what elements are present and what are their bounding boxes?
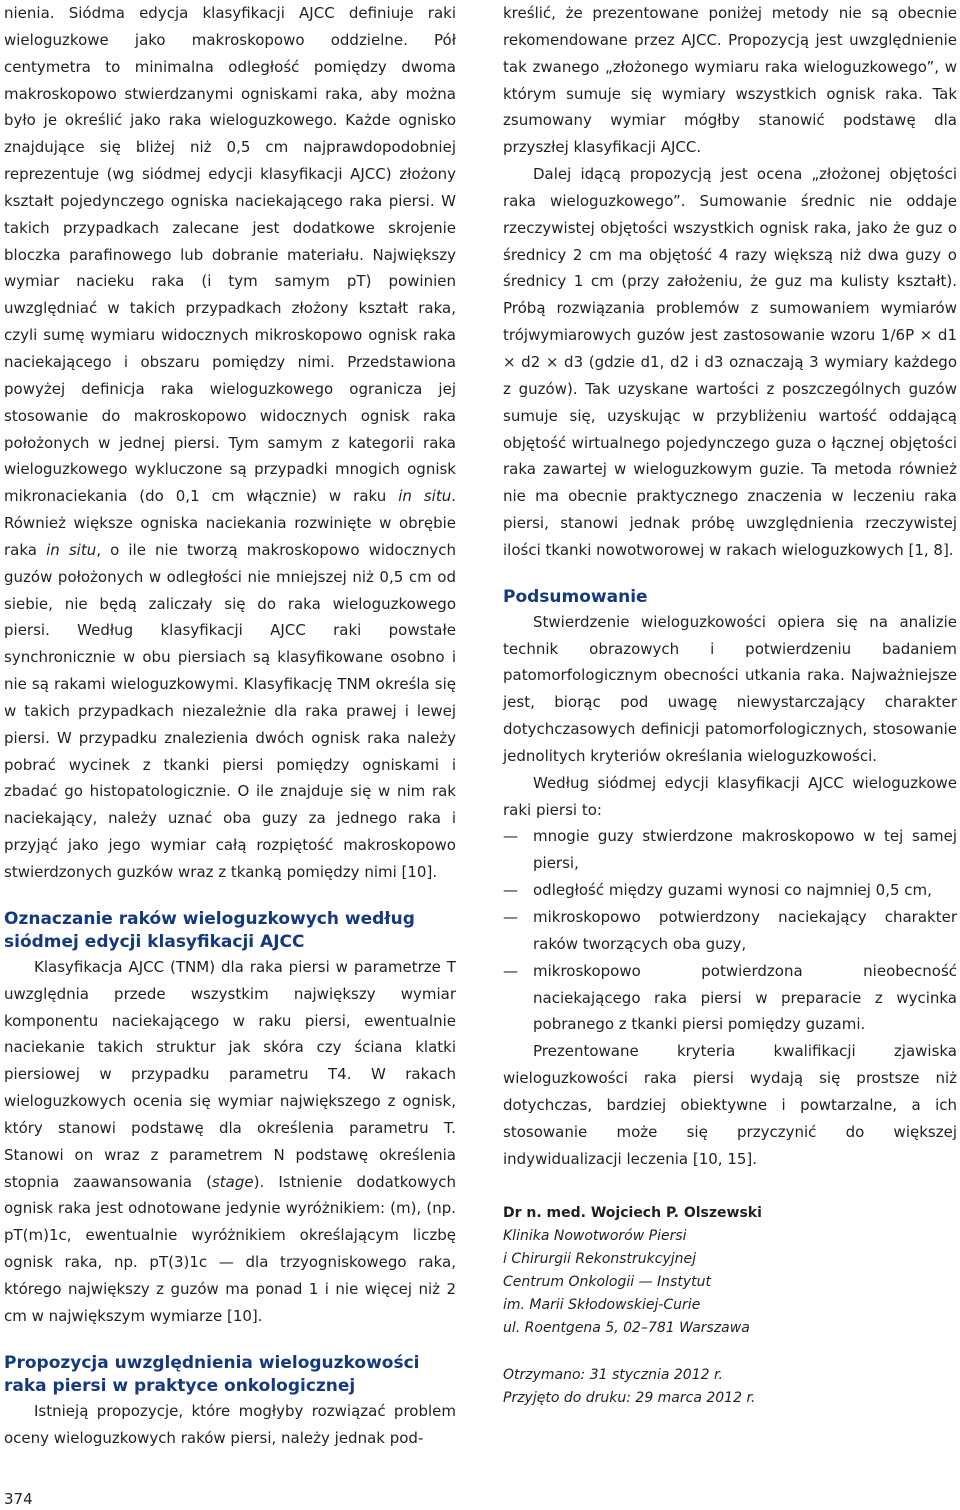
author-affiliation: im. Marii Skłodowskiej-Curie xyxy=(503,1297,701,1314)
criteria-list xyxy=(503,823,957,1038)
italic-term: in situ xyxy=(398,487,452,506)
right-column xyxy=(503,0,957,1410)
italic-term: in situ xyxy=(46,540,97,559)
author-affiliation: ul. Roentgena 5, 02–781 Warszawa xyxy=(503,1320,750,1337)
page-number: 374 xyxy=(4,1490,33,1508)
body-paragraph: kreślić, że prezentowane poniżej metody nie są obecnie rekomendowane przez AJCC. Propozycją jest uwzględnienie tak zwanego „złożonego wymiaru raka wieloguzkowego”, w którym sumuje się wymiary wszystkich ognisk raka. Tak zsumowany wymiar mógłby stanowić podstawę dla przyszłej klasyfikacji AJCC. xyxy=(503,4,957,157)
body-paragraph: Prezentowane kryteria kwalifikacji zjawiska wieloguzkowości raka piersi wydają się prostsze niż dotychczas, bardziej obiektywne i powtarzalne, a ich stosowanie może się przyczynić do większej indywidualizacji leczenia [10, 15]. xyxy=(503,1042,957,1168)
body-paragraph: Dalej idącą propozycją jest ocena „złożonej objętości raka wieloguzkowego”. Sumowanie średnic nie oddaje rzeczywistej objętości wszystkich ognisk raka, jako że guz o średnicy 2 cm ma objętość 4 razy większą niż dwa guzy o średnicy 1 cm (przy założeniu, że guz ma kulisty kształt). Próbą rozwiązania problemów z sumowaniem wymiarów trójwymiarowych guzów jest zastosowanie wzoru 1/6P × d1 × d2 × d3 (gdzie d1, d2 i d3 oznaczają 3 wymiary każdego z guzów). Tak uzyskane wartości z poszczególnych guzów sumuje się, uzyskując w przybliżeniu wartość oddającą objętość wirtualnego pojedynczego guza o łącznej objętości raka zawartej w wieloguzkowym guzie. Ta metoda również nie ma obecnie praktycznego znaczenia w leczeniu raka piersi, stanowi jednak próbę uwzględnienia rzeczywistej ilości tkanki nowotworowej w rakach wieloguzkowych [1, 8]. xyxy=(503,165,957,559)
body-paragraph: Istnieją propozycje, które mogłyby rozwiązać problem oceny wieloguzkowych raków piersi, należy jednak pod- xyxy=(4,1401,456,1447)
author-affiliation: Centrum Onkologii — Instytut xyxy=(503,1274,711,1291)
section-heading: Propozycja uwzględnienia wieloguzkowości raka piersi w praktyce onkologicznej xyxy=(4,1352,420,1396)
list-item: — mikroskopowo potwierdzona nieobecność naciekającego raka piersi w preparacie z wycinka pobranego z tkanki piersi pomiędzy guzami. xyxy=(503,958,957,1039)
author-affiliation: i Chirurgii Rekonstrukcyjnej xyxy=(503,1251,697,1268)
section-heading: Oznaczanie raków wieloguzkowych według siódmej edycji klasyfikacji AJCC xyxy=(4,908,415,952)
italic-term: stage xyxy=(211,1172,254,1191)
list-item: — mnogie guzy stwierdzone makroskopowo w tej samej piersi, xyxy=(503,823,957,877)
list-item: — odległość między guzami wynosi co najmniej 0,5 cm, xyxy=(503,877,957,904)
author-name: Dr n. med. Wojciech P. Olszewski xyxy=(503,1205,762,1222)
dates-block xyxy=(503,1364,957,1410)
accepted-date: Przyjęto do druku: 29 marca 2012 r. xyxy=(503,1390,756,1407)
author-affiliation: Klinika Nowotworów Piersi xyxy=(503,1228,687,1245)
list-item: — mikroskopowo potwierdzony naciekający charakter raków tworzących oba guzy, xyxy=(503,904,957,958)
section-heading: Podsumowanie xyxy=(503,586,648,607)
body-paragraph: nienia. Siódma edycja klasyfikacji AJCC definiuje raki wieloguzkowe jako makroskopowo oddzielne. Pół centymetra to minimalna odległość pomiędzy dwoma makroskopowo stwierdzanymi ogniskami raka, aby można było je określić jako raka wieloguzkowego. Każde ognisko znajdujące się bliżej niż 0,5 cm najprawdopodobniej reprezentuje (wg siódmej edycji klasyfikacji AJCC) złożony kształt pojedynczego ogniska naciekającego raka piersi. W takich przypadkach zalecane jest dodatkowe skrojenie bloczka parafinowego lub dobranie materiału. Największy wymiar nacieku raka (i tym samym pT) powinien uwzględniać w takich przypadkach złożony kształt raka, czyli sumę wymiaru widocznych mikroskopowo ognisk raka naciekającego i obszaru pomiędzy nimi. Przedstawiona powyżej definicja raka wieloguzkowego ogranicza jej stosowanie do makroskopowo widocznych ognisk raka położonych w jednej piersi. Tym samym z kategorii raka wieloguzkowego wykluczone są przypadki mnogich ognisk mikronaciekania (do 0,1 cm włącznie) w raku in situ. Również większe ogniska naciekania rozwinięte w obrębie raka in situ, o ile nie tworzą makroskopowo widocznych guzów położonych w odległości nie mniejszej niż 0,5 cm od siebie, nie będą zaliczały się do raka wieloguzkowego piersi. Według klasyfikacji AJCC raki powstałe synchronicznie w obu piersiach są klasyfikowane osobno i nie są rakami wieloguzkowymi. Klasyfikację TNM określa się w takich przypadkach niezależnie dla raka prawej i lewej piersi. W przypadku znalezienia dwóch ognisk raka należy pobrać wycinek z tkanki piersi pomiędzy ogniskami i zbadać go histopatologicznie. O ile znajduje się w nim rak naciekający, należy uznać oba guzy za jednego raka i przyjąć jako jego wymiar całą rozpiętość makroskopowo stwierdzonych guzków wraz z tkanką pomiędzy nimi [10]. xyxy=(4,4,456,881)
body-paragraph: Według siódmej edycji klasyfikacji AJCC wieloguzkowe raki piersi to: xyxy=(503,773,957,819)
received-date: Otrzymano: 31 stycznia 2012 r. xyxy=(503,1367,723,1384)
author-block xyxy=(503,1202,957,1340)
left-column xyxy=(4,0,456,1451)
body-paragraph: Stwierdzenie wieloguzkowości opiera się na analizie technik obrazowych i potwierdzeniu badaniem patomorfologicznym obecności utkania raka. Najważniejsze jest, biorąc pod uwagę niewystarczający charakter dotychczasowych definicji patomorfologicznych, stosowanie jednolitych kryteriów określania wieloguzkowości. xyxy=(503,612,957,765)
body-paragraph: Klasyfikacja AJCC (TNM) dla raka piersi w parametrze T uwzględnia przede wszystkim największy wymiar komponentu naciekającego w raku piersi, ewentualnie naciekanie takich struktur jak skóra czy ściana klatki piersiowej w przypadku parametru T4. W rakach wieloguzkowych ocenia się wymiar największego z ognisk, który stanowi podstawę dla określenia parametru T. Stanowi on wraz z parametrem N podstawę określenia stopnia zaawansowania (stage). Istnienie dodatkowych ognisk raka jest odnotowane jedynie wyróżnikiem: (m), (np. pT(m)1c, ewentualnie wyróżnikiem określającym liczbę ognisk raka, np. pT(3)1c — dla trzyogniskowego raka, którego największy z guzów ma ponad 1 i nie więcej niż 2 cm w największym wymiarze [10]. xyxy=(4,957,456,1325)
